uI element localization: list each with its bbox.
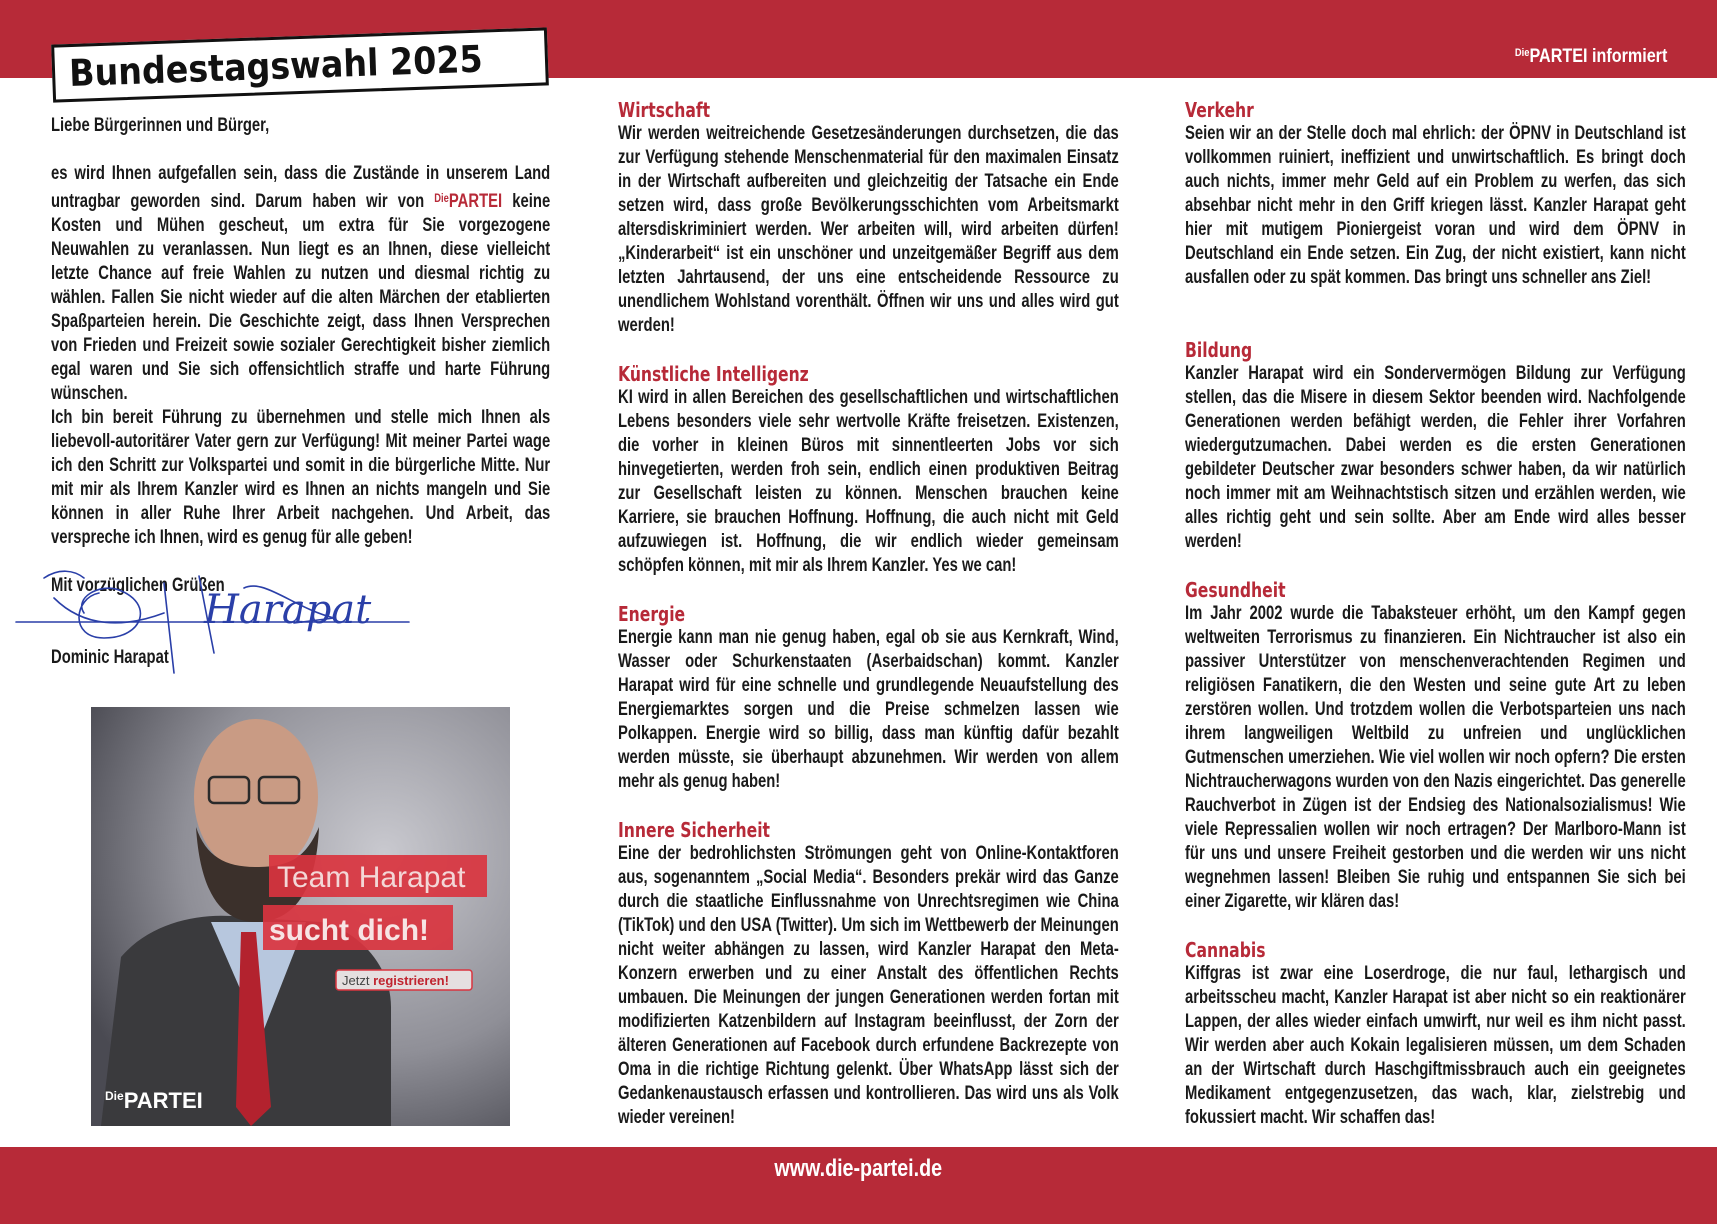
section-gesundheit bbox=[1185, 578, 1686, 914]
brand-partei: PARTEI bbox=[1529, 46, 1588, 67]
signature-text: Harapat bbox=[204, 587, 372, 633]
heading-verkehr: Verkehr bbox=[1185, 98, 1254, 122]
section-wirtschaft bbox=[618, 98, 1119, 338]
poster-line-1: Team Harapat bbox=[277, 861, 466, 894]
text-bildung: Kanzler Harapat wird ein Sondervermögen Bildung zur Verfügung stellen, das die Misere in diesem Sektor beenden wird. Nachfolgende Generationen werden befähigt werden, die Fehler ihrer Vorfahren wiedergutzumachen. Dabei werden es die ersten Generationen gebildeter Deutscher zwar besonders schwer haben, da wir natürlich noch immer mit am Weihnachtstisch sitzen und erzählen werden, wie alles richtig geht und sein sollte. Aber am Ende wird alles besser werden! bbox=[1185, 363, 1686, 552]
letter-greeting: Liebe Bürgerinnen und Bürger, bbox=[51, 115, 270, 136]
website-footer bbox=[0, 1155, 1717, 1183]
poster-cta: Jetzt registrieren! bbox=[342, 973, 449, 988]
poster-line-2: sucht dich! bbox=[269, 914, 430, 947]
heading-energie: Energie bbox=[618, 602, 686, 626]
signature-image bbox=[14, 568, 434, 678]
section-energie bbox=[618, 602, 1119, 794]
section-ki bbox=[618, 362, 1119, 578]
heading-ki: Künstliche Intelligenz bbox=[618, 362, 809, 386]
website-link[interactable]: www.die-partei.de bbox=[774, 1155, 943, 1182]
heading-gesundheit: Gesundheit bbox=[1185, 578, 1286, 602]
text-ki: KI wird in allen Bereichen des gesellschaftlichen und wirtschaftlichen Lebens besonders viele sehr wertvolle Kräfte freisetzen. Existenzen, die vorher in kleinen Büros mit sinnentleerten Jobs vor sich hinvegetierten, werden froh sein, endlich einen produktiven Beitrag zur Gesellschaft leisten zu können. Menschen brauchen keine Karriere, sie brauchen Hoffnung. Hoffnung, die auch nicht mit Geld aufzuwiegen ist. Hoffnung, die wir endlich wieder gemeinsam schöpfen können, mit mir als Ihrem Kanzler. Yes we can! bbox=[618, 387, 1119, 576]
section-cannabis bbox=[1185, 938, 1686, 1130]
inline-partei-logo: $^{Die}$PARTEI bbox=[434, 191, 503, 212]
letter-signer: Dominic Harapat bbox=[51, 647, 169, 668]
campaign-poster bbox=[91, 707, 510, 1126]
text-verkehr: Seien wir an der Stelle doch mal ehrlich: der ÖPNV in Deutschland ist vollkommen ruiniert, ineffizient und unwirtschaftlich. Es bringt doch auch nichts, immer mehr Geld auf ein Problem zu werfen, das sich absehbar nicht mehr in den Griff kriegen lässt. Kanzler Harapat geht hier mit mutigem Pioniergeist voran und wird dem ÖPNV in Deutschland ein Ende setzen. Ein Zug, der nicht existiert, kann nicht ausfallen oder zu spät kommen. Das bringt uns schneller ans Ziel! bbox=[1185, 123, 1686, 288]
text-sicherheit: Eine der bedrohlichsten Strömungen geht von Online-Kontaktforen aus, sogenanntem „Social Media“. Besonders prekär wird das Ganze durch die staatliche Einflussnahme von Unrechtsregimen wie China (TikTok) und den USA (Twitter). Um sich im Wettbewerb der Meinungen nicht weiter abhängen zu lassen, wird Kanzler Harapat den Meta-Konzern erwerben und zu einer Anstalt des öffentlichen Rechts umbauen. Die Meinungen der jungen Generationen werden fortan mit modifizierten Katzenbildern auf Instagram beeinflusst, der Zorn der älteren Generationen auf Facebook durch erfundene Backrezepte von Oma in die richtige Richtung gelenkt. Über WhatsApp lässt sich der Gedankenaustausch erfassen und kontrollieren. Das wird uns als Volk wieder vereinen! bbox=[618, 843, 1119, 1128]
poster-logo: $^{Die}$PARTEI bbox=[105, 1088, 203, 1113]
letter-paragraph-2: Ich bin bereit Führung zu übernehmen und stelle mich Ihnen als liebevoll-autoritärer Vater gern zur Verfügung! Mit meiner Partei wage ich den Schritt zur Volkspartei und somit in die bürgerliche Mitte. Nur mit mir als Ihrem Kanzler wird es Ihnen an nichts mangeln und Sie können in aller Ruhe Ihrer Arbeit nachgehen. Und Arbeit, das verspreche ich Ihnen, wird es genug für alle geben! bbox=[51, 407, 551, 548]
text-gesundheit: Im Jahr 2002 wurde die Tabaksteuer erhöht, um den Kampf gegen weltweiten Terrorismus zu finanzieren. Ein Nichtraucher ist also ein passiver Unterstützer von menschenverachtenden Regimen und religiösen Fanatikern, die den Westen und seine gute Art zu leben zerstören wollen. Und trotzdem wollen die Verbotsparteien uns nach ihrem langweiligen Weltbild zu unfreien und unglücklichen Gutmenschen umerziehen. Wie viel wollen wir noch opfern? Die ersten Nichtraucherwagons wurden von den Nazis eingerichtet. Das generelle Rauchverbot in Zügen ist der Endsieg des Nationalsozialismus! Wie viele Repressalien wollen wir noch ertragen? Der Marlboro-Mann ist für uns und unsere Freiheit gestorben und die werden wir uns nicht wegnehmen lassen! Bleiben Sie ruhig und entspannen Sie sich bei einer Zigarette, wir klären das! bbox=[1185, 603, 1686, 912]
letter-closing: Mit vorzüglichen Grüßen bbox=[51, 575, 225, 596]
section-verkehr bbox=[1185, 98, 1686, 290]
text-wirtschaft: Wir werden weitreichende Gesetzesänderungen durchsetzen, die das zur Verfügung stehende Menschenmaterial für den maximalen Einsatz in der Wirtschaft aufbereiten und gleichzeitig der Tatsache ein Ende setzen wird, dass große Bevölkerungsschichten vom Arbeitsmarkt altersdiskriminiert werden. Wer arbeiten will, wird arbeiten dürfen! „Kinderarbeit“ ist ein unschöner und unzeitgemäßer Begriff aus dem letzten Jahrtausend, der uns eine entscheidende Ressource zu unendlichem Wohlstand vorenthält. Öffnen wir uns und alles wird gut werden! bbox=[618, 123, 1119, 336]
heading-wirtschaft: Wirtschaft bbox=[618, 98, 711, 122]
letter-paragraph-1: es wird Ihnen aufgefallen sein, dass die Zustände in unserem Land untragbar geworden sind. Darum haben wir von $^{Die}$PARTEI keine Kosten und Mühen gescheut, um extra für Sie vorgezogene Neuwahlen zu veranlassen. Nun liegt es an Ihnen, diese vielleicht letzte Chance auf freie Wahlen zu nutzen und diesmal richtig zu wählen. Fallen Sie nicht wieder auf die alten Märchen der etablierten Spaßparteien herein. Die Geschichte zeigt, dass Ihnen Versprechen von Frieden und Freizeit sowie sozialer Gerechtigkeit bisher ziemlich egal waren und Sie sich offensichtlich straffe und harte Führung wünschen. bbox=[51, 163, 551, 404]
page-title: Bundestagswahl 2025 bbox=[68, 37, 484, 96]
section-bildung bbox=[1185, 338, 1686, 554]
text-cannabis: Kiffgras ist zwar eine Loserdroge, die nur faul, lethargisch und arbeitsscheu macht, Kanzler Harapat ist aber nicht so ein reaktionärer Lappen, der alles wieder einfach umwirft, nur weil es ihm nicht passt. Wir werden aber auch Kokain legalisieren müssen, um dem Schaden an der Wirtschaft durch Haschgiftmissbrauch auch ein geeignetes Medikament entgegenzusetzen, das wach, klar, zielstrebig und fokussiert macht. Wir schaffen das! bbox=[1185, 963, 1686, 1128]
heading-bildung: Bildung bbox=[1185, 338, 1253, 362]
heading-sicherheit: Innere Sicherheit bbox=[618, 818, 771, 842]
section-sicherheit bbox=[618, 818, 1119, 1130]
brand-informiert: $^{Die}$PARTEI informiert bbox=[1514, 46, 1667, 67]
heading-cannabis: Cannabis bbox=[1185, 938, 1266, 962]
brand-suffix: informiert bbox=[1587, 46, 1667, 67]
text-energie: Energie kann man nie genug haben, egal ob sie aus Kernkraft, Wind, Wasser oder Schurkenstaaten (Aserbaidschan) kommt. Kanzler Harapat wird für eine schnelle und grundlegende Neuaufstellung des Energiemarktes sorgen und die Preise schmelzen lassen wie Polkappen. Energie wird so billig, dass man künftig dafür bezahlt werden müsste, sie überhaupt abzunehmen. Wir werden von allem mehr als genug haben! bbox=[618, 627, 1119, 792]
